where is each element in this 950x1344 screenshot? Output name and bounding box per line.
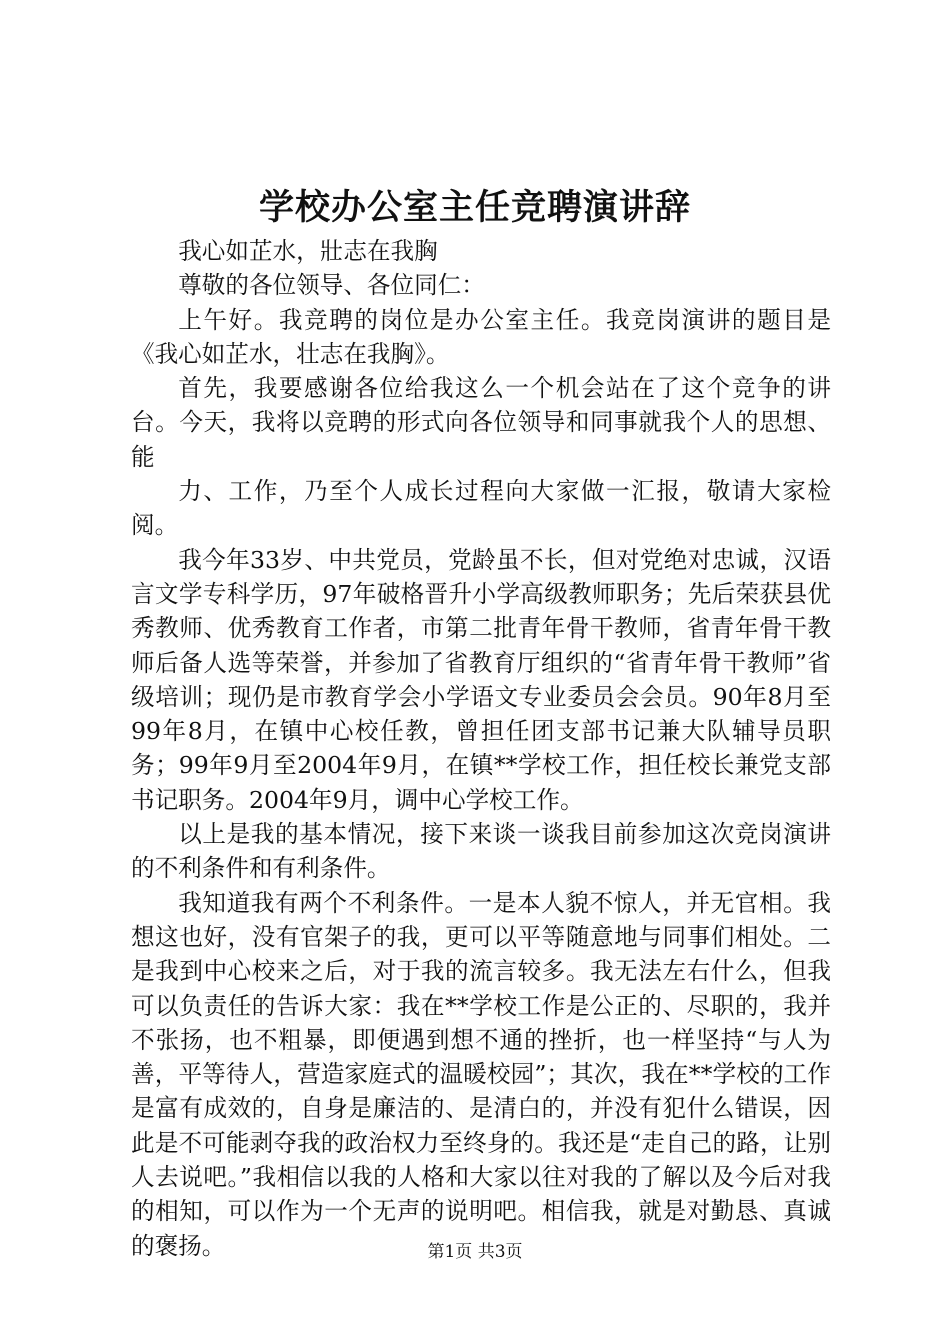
- page-number-footer: 第1页 共3页: [427, 1242, 523, 1262]
- paragraph: 力、工作，乃至个人成长过程向大家做一汇报，敬请大家检阅。: [131, 477, 831, 540]
- salutation: 尊敬的各位领导、各位同仁：: [178, 271, 485, 300]
- paragraph: 首先，我要感谢各位给我这么一个机会站在了这个竞争的讲台。今天，我将以竞聘的形式向各位领导和同事就我个人的思想、能: [131, 374, 831, 471]
- document-title: 学校办公室主任竞聘演讲辞: [258, 187, 691, 228]
- document-body: [131, 234, 831, 1263]
- paragraph: 我知道我有两个不利条件。一是本人貌不惊人，并无官相。我想这也好，没有官架子的我，更可以平等随意地与同事们相处。二是我到中心校来之后，对于我的流言较多。我无法左右什么，但我可以负责任的告诉大家：我在**学校工作是公正的、尽职的，我并不张扬，也不粗暴，即便遇到想不通的挫折，也一样坚持“与人为善，平等待人，营造家庭式的温暖校园”；其次，我在**学校的工作是富有成效的，自身是廉洁的、是清白的，并没有犯什么错误，因此是不可能剥夺我的政治权力至终身的。我还是“走自己的路，让别人去说吧。”我相信以我的人格和大家以往对我的了解以及今后对我的相知，可以作为一个无声的说明吧。相信我，就是对勤恳、真诚的褒扬。: [131, 888, 831, 1260]
- paragraph: 以上是我的基本情况，接下来谈一谈我目前参加这次竞岗演讲的不利条件和有利条件。: [131, 820, 831, 883]
- paragraph: 上午好。我竞聘的岗位是办公室主任。我竞岗演讲的题目是《我心如芷水，壮志在我胸》。: [131, 305, 831, 368]
- paragraph: 我今年33岁、中共党员，党龄虽不长，但对党绝对忠诚，汉语言文学专科学历，97年破格晋升小学高级教师职务；先后荣获县优秀教师、优秀教育工作者，市第二批青年骨干教师，省青年骨干教师后备人选等荣誉，并参加了省教育厅组织的“省青年骨干教师”省级培训；现仍是市教育学会小学语文专业委员会会员。90年8月至99年8月，在镇中心校任教，曾担任团支部书记兼大队辅导员职务；99年9月至2004年9月，在镇**学校工作，担任校长兼党支部书记职务。2004年9月，调中心学校工作。: [131, 545, 831, 814]
- subtitle-line: 我心如芷水，壯志在我胸: [178, 237, 438, 265]
